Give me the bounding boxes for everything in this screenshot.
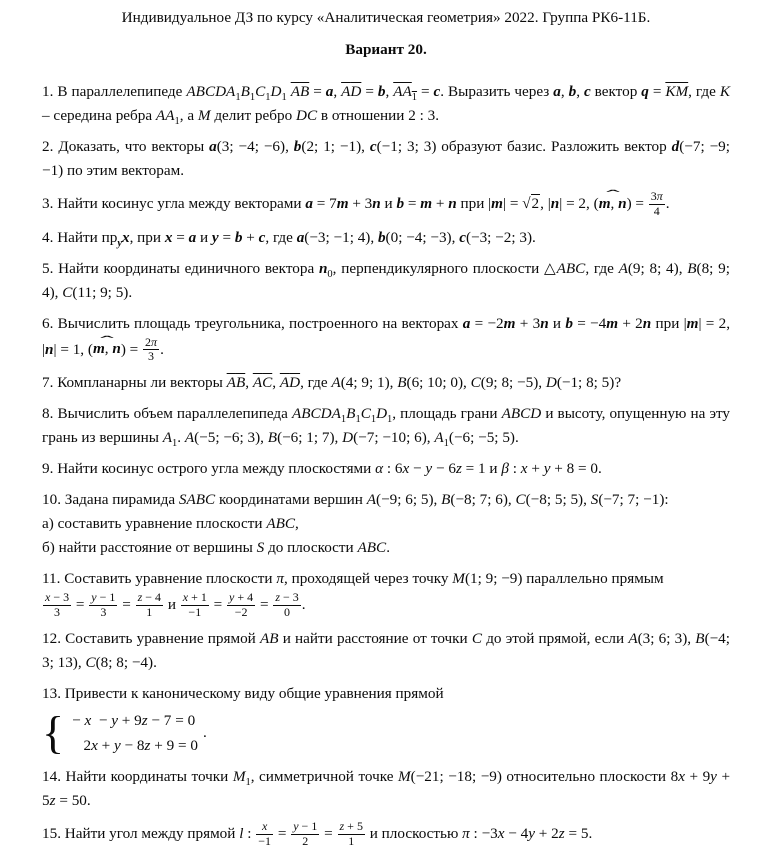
math-run: π: [276, 570, 284, 588]
overline-vector: [393, 83, 418, 103]
text-run: при |: [456, 194, 492, 212]
text-run: , площадь грани: [392, 405, 502, 423]
text-run: ) =: [626, 194, 648, 212]
text-run: Компланарны ли векторы: [57, 374, 227, 392]
angle-hat: [93, 337, 121, 361]
math-run: β: [501, 460, 509, 478]
math-run: M: [397, 767, 411, 785]
text-run: :: [383, 460, 395, 478]
math-run: A: [434, 429, 444, 447]
vector-symbol: c: [583, 83, 591, 100]
fraction: $\frac{x - 3}{3}$: [45, 590, 70, 619]
text-run: ) =: [120, 340, 143, 358]
problem-number: 8.: [42, 405, 54, 423]
overline-vector: AD: [341, 83, 362, 100]
text-run: Найти координаты единичного вектора: [58, 259, 319, 277]
vector-symbol: c: [459, 228, 466, 246]
subscript: 1: [174, 116, 180, 127]
text-run: +: [242, 228, 259, 246]
math-run: A: [618, 259, 628, 277]
text-run: =: [118, 595, 135, 613]
vector-symbol: x: [121, 228, 130, 246]
math-run: B: [397, 374, 407, 392]
text-run: Задана пирамида: [64, 491, 179, 509]
overline-vector: AB: [226, 374, 246, 392]
vector-symbol: b: [568, 83, 577, 100]
problem-number: 2.: [42, 138, 54, 155]
text-run: Составить уравнение плоскости: [64, 570, 277, 588]
vector-symbol: n: [318, 259, 328, 277]
subscript: 1: [370, 414, 377, 426]
text-run: .: [386, 539, 390, 557]
math-run: SABC: [178, 491, 216, 509]
text-run: (9; 8; −5),: [480, 374, 546, 392]
fraction: $\frac{3\pi}{4}$: [650, 189, 663, 218]
problem-3: [42, 190, 730, 219]
text-run: | = 1, (: [53, 340, 93, 358]
vector-symbol: m: [686, 314, 699, 332]
vector-symbol: b: [234, 228, 243, 246]
subscript: 1: [245, 776, 251, 788]
document-title: Индивидуальное ДЗ по курсу «Аналитическая геометрия» 2022. Группа РК6-11Б.: [121, 9, 651, 26]
text-run: , где: [265, 228, 297, 246]
text-run: ,: [295, 515, 299, 533]
problems-list: [42, 80, 730, 848]
vector-symbol: m: [336, 194, 349, 212]
vector-symbol: a: [553, 83, 561, 100]
text-run: , при: [129, 228, 165, 246]
text-run: Привести к каноническому виду общие уравнения прямой: [64, 684, 444, 702]
vector-symbol: m: [92, 340, 105, 358]
math-run: D: [342, 429, 354, 447]
text-run: (2; 1; −1),: [301, 138, 370, 155]
math-run: AA: [155, 107, 175, 124]
text-run: и: [196, 228, 212, 246]
vector-symbol: n: [372, 194, 381, 212]
text-run: б) найти расстояние от вершины: [42, 539, 257, 557]
overline-vector: KM: [665, 83, 689, 100]
fraction: $\frac{2\pi}{3}$: [145, 334, 158, 364]
vector-symbol: a: [188, 228, 197, 246]
problem-5: [42, 257, 730, 305]
text-run: (−1; 8; 5)?: [556, 374, 622, 392]
text-run: = −2: [470, 314, 504, 332]
variant-heading: Вариант 20.: [345, 41, 427, 58]
text-run: ,: [272, 374, 280, 392]
vector-symbol: m: [598, 194, 611, 212]
text-run: Вычислить площадь треугольника, построенного на векторах: [57, 314, 463, 332]
math-run: ABC: [266, 515, 296, 533]
problem-number: 10.: [42, 491, 61, 509]
text-run: =: [320, 824, 337, 842]
text-run: до этой прямой, если: [482, 629, 629, 647]
math-run: C: [85, 653, 96, 671]
vector-symbol: n: [618, 194, 627, 212]
problem-number: 11.: [42, 570, 61, 588]
problem-12: [42, 627, 730, 675]
vector-symbol: b: [396, 194, 405, 212]
vector-symbol: c: [433, 83, 441, 100]
math-run: 6x − y − 6z = 1: [394, 460, 486, 478]
math-run: C: [471, 629, 483, 647]
math-run: M: [452, 570, 465, 588]
text-run: , симметричной точке: [250, 767, 398, 785]
vector-symbol: d: [671, 138, 680, 155]
overline-vector: AB: [290, 83, 310, 100]
text-run: (−8; 7; 6),: [450, 491, 516, 509]
text-run: (1; 9; −9) параллельно прямым: [464, 570, 664, 588]
text-run: :: [469, 824, 482, 842]
math-run: S: [256, 539, 265, 557]
text-run: (−7; −9; −1) по этим векторам.: [42, 138, 730, 179]
text-run: =: [209, 595, 227, 613]
text-run: в отношении 2 : 3.: [317, 107, 440, 124]
text-run: ,: [385, 83, 394, 100]
fraction: $\frac{z - 4}{1}$: [137, 590, 162, 619]
vector-symbol: n: [45, 340, 54, 358]
vector-symbol: n: [112, 340, 121, 358]
text-run: и: [164, 595, 180, 613]
text-run: Найти косинус острого угла между плоскостями: [57, 460, 376, 478]
problem-number: 9.: [42, 460, 54, 478]
problem-number: 4.: [42, 228, 54, 246]
text-run: (−21; −18; −9) относительно плоскости: [410, 767, 671, 785]
text-run: + 3: [515, 314, 541, 332]
problem-4: [42, 226, 730, 250]
math-run: M: [232, 767, 246, 785]
problem-number: 5.: [42, 259, 54, 277]
fraction: $\frac{y - 1}{3}$: [91, 590, 116, 619]
text-run: В параллелепипеде: [57, 83, 187, 100]
text-run: Найти угол между прямой: [64, 824, 240, 842]
math-run: l: [239, 824, 244, 842]
math-run: C: [255, 83, 266, 100]
text-run: Найти координаты точки: [65, 767, 233, 785]
problem-number: 7.: [42, 374, 54, 392]
text-run: и: [548, 314, 566, 332]
text-run: Составить уравнение прямой: [65, 629, 260, 647]
text-run: (−1; 3; 3) образуют базис. Разложить вектор: [376, 138, 672, 155]
vector-symbol: n: [550, 194, 560, 212]
text-run: . Выразить через: [440, 83, 554, 100]
vector-symbol: q: [641, 83, 649, 100]
subscript: 1: [249, 92, 256, 103]
vector-symbol: n: [540, 314, 549, 332]
math-run: ABCDA: [291, 405, 341, 423]
subscript: 1: [172, 438, 178, 450]
problem-15: [42, 820, 730, 849]
math-run: D: [270, 83, 282, 100]
subscript: 1: [443, 438, 449, 450]
math-run: D: [376, 405, 388, 423]
equation-system: [42, 709, 207, 758]
vector-symbol: y: [117, 237, 122, 249]
text-run: (8; 8; −4).: [95, 653, 157, 671]
math-run: K: [719, 83, 730, 100]
math-run: AA: [393, 83, 412, 100]
text-run: =: [648, 83, 666, 100]
math-run: A: [366, 491, 377, 509]
text-run: =: [256, 595, 273, 613]
text-run: (−6; −5; 5).: [448, 429, 519, 447]
text-run: (−8; 5; 5),: [525, 491, 591, 509]
math-run: x + y + 8 = 0: [520, 460, 598, 478]
text-run: +: [432, 194, 449, 212]
vector-symbol: a: [209, 138, 217, 155]
text-run: =: [218, 228, 235, 246]
text-run: (−7; −10; 6),: [353, 429, 435, 447]
overline-vector: AD: [279, 374, 301, 392]
text-run: (−4; 3; 13),: [42, 629, 730, 671]
text-run: , где: [688, 83, 720, 100]
vector-symbol: a: [305, 194, 313, 212]
square-root: √2: [522, 194, 540, 212]
vector-symbol: b: [377, 228, 386, 246]
vector-symbol: m: [503, 314, 516, 332]
text-run: :: [243, 824, 256, 842]
text-run: вектор: [590, 83, 642, 100]
text-run: , а: [179, 107, 198, 124]
problem-2: [42, 135, 730, 183]
problem-number: 13.: [42, 684, 61, 702]
text-run: ,: [560, 83, 569, 100]
subscript: 1: [235, 92, 241, 103]
vector-symbol: m: [420, 194, 433, 212]
problem-number: 6.: [42, 314, 54, 332]
text-run: (11; 9; 5).: [72, 283, 133, 301]
math-run: B: [346, 405, 356, 423]
subscript: 1: [281, 92, 287, 103]
vector-symbol: a: [462, 314, 471, 332]
text-run: = 7: [312, 194, 337, 212]
text-run: и: [380, 194, 397, 212]
text-run: .: [597, 460, 602, 478]
fraction: $\frac{y + 4}{-2}$: [229, 590, 254, 619]
text-run: (−9; 6; 5),: [376, 491, 442, 509]
text-run: .: [177, 429, 185, 447]
overline-vector: AC: [252, 374, 273, 392]
subscript: 1: [387, 414, 393, 426]
vector-symbol: b: [377, 83, 386, 100]
text-run: , где: [585, 259, 619, 277]
problem-14: [42, 765, 730, 813]
math-run: C: [470, 374, 481, 392]
text-run: , проходящей через точку: [283, 570, 453, 588]
text-run: ,: [576, 83, 584, 100]
text-run: Доказать, что векторы: [58, 138, 210, 155]
angle-hat: [599, 192, 627, 216]
problem-11: [42, 567, 730, 620]
text-run: =: [72, 595, 89, 613]
text-run: =: [417, 83, 434, 100]
text-run: =: [309, 83, 326, 100]
text-run: ,: [333, 83, 342, 100]
vector-symbol: m: [491, 194, 503, 212]
system-brace: {: [42, 707, 65, 759]
vector-symbol: b: [565, 314, 573, 332]
text-run: (3; −4; −6),: [216, 138, 294, 155]
text-run: + 2: [618, 314, 643, 332]
math-run: A: [184, 429, 195, 447]
text-run: | = 2, (: [559, 194, 599, 212]
text-run: Найти косинус угла между векторами: [57, 194, 306, 212]
vector-symbol: b: [293, 138, 302, 155]
text-run: Вычислить объем параллелепипеда: [57, 405, 292, 423]
vector-symbol: m: [606, 314, 619, 332]
subscript: 1: [340, 414, 347, 426]
text-run: Найти пр: [57, 228, 118, 246]
text-run: (3; 6; 3),: [637, 629, 696, 647]
fraction: $\frac{y - 1}{2}$: [293, 818, 318, 848]
text-run: (6; 10; 0),: [406, 374, 471, 392]
problem-1: [42, 80, 730, 128]
subscript: 1: [411, 92, 418, 103]
math-run: A: [331, 374, 341, 392]
text-run: и: [485, 460, 502, 478]
math-run: M: [197, 107, 211, 124]
math-run: α: [375, 460, 384, 478]
fraction: $\frac{z + 5}{1}$: [339, 818, 363, 848]
math-run: ABCDA: [186, 83, 236, 100]
text-run: и плоскостью: [365, 824, 463, 842]
fraction: $\frac{x + 1}{-1}$: [182, 590, 207, 619]
math-run: C: [515, 491, 526, 509]
problem-number: 14.: [42, 767, 61, 785]
problem-10: [42, 488, 730, 560]
problem-9: [42, 457, 730, 481]
vector-symbol: c: [258, 228, 266, 246]
text-run: (−6; 1; 7),: [277, 429, 343, 447]
text-run: – середина ребра: [42, 107, 156, 124]
math-run: B: [695, 629, 705, 647]
text-run: :: [508, 460, 521, 478]
math-run: −3x − 4y + 2z = 5: [481, 824, 589, 842]
text-run: | = 2, |: [42, 314, 731, 358]
problem-number: 1.: [42, 83, 54, 100]
subscript: 0: [327, 268, 333, 280]
text-run: и высоту, опущенную на эту грань из вершины: [42, 405, 730, 447]
math-run: D: [545, 374, 557, 392]
text-run: =: [172, 228, 189, 246]
problem-6: [42, 312, 730, 365]
problem-7: [42, 371, 730, 395]
fraction: $\frac{x}{-1}$: [258, 818, 272, 848]
math-run: ABCD: [501, 405, 542, 423]
text-run: (9; 8; 4),: [627, 259, 688, 277]
text-run: (4; 9; 1),: [340, 374, 398, 392]
vector-symbol: y: [211, 228, 219, 246]
text-run: (−3; −2; 3).: [465, 228, 536, 246]
math-run: B: [267, 429, 278, 447]
text-run: координатами вершин: [215, 491, 367, 509]
math-run: AB: [259, 629, 279, 647]
vector-symbol: a: [296, 228, 305, 246]
text-run: , где: [300, 374, 332, 392]
problem-number: 15.: [42, 824, 61, 842]
vector-symbol: n: [642, 314, 652, 332]
text-run: , перпендикулярного плоскости △: [332, 259, 557, 277]
text-run: .: [86, 791, 91, 809]
fraction: $\frac{z - 3}{0}$: [275, 590, 299, 619]
vector-symbol: x: [164, 228, 173, 246]
math-run: DC: [295, 107, 318, 124]
subscript: 1: [265, 92, 271, 103]
vector-symbol: c: [369, 138, 377, 155]
text-run: + 3: [348, 194, 373, 212]
math-run: π: [462, 824, 470, 842]
subscript: 1: [355, 414, 361, 426]
text-run: при |: [651, 314, 687, 332]
text-run: (−5; −6; 3),: [194, 429, 268, 447]
text-run: ,: [104, 340, 113, 358]
math-run: B: [240, 83, 250, 100]
problem-number: 12.: [42, 629, 61, 647]
math-run: ABC: [556, 259, 586, 277]
text-run: =: [274, 824, 291, 842]
text-run: .: [301, 595, 306, 613]
math-run: B: [441, 491, 451, 509]
math-run: C: [360, 405, 371, 423]
text-run: (−3; −1; 4),: [304, 228, 378, 246]
math-run: A: [628, 629, 638, 647]
vector-symbol: a: [325, 83, 334, 100]
text-run: = −4: [572, 314, 607, 332]
text-run: (0; −4; −3),: [385, 228, 460, 246]
vector-symbol: n: [448, 194, 457, 212]
text-run: а) составить уравнение плоскости: [42, 515, 267, 533]
problem-number: 3.: [42, 194, 54, 212]
problem-13: [42, 682, 730, 758]
system-equation: − x − y + 9z − 7 = 0: [72, 711, 196, 729]
text-run: делит ребро: [210, 107, 296, 124]
text-run: =: [404, 194, 421, 212]
system-equation: 2x + y − 8z + 9 = 0: [83, 736, 198, 754]
text-run: до плоскости: [264, 539, 358, 557]
text-run: ,: [610, 194, 619, 212]
text-run: , |: [540, 194, 551, 212]
text-run: ,: [245, 374, 253, 392]
text-run: .: [665, 194, 670, 212]
math-run: A: [162, 429, 172, 447]
problem-8: [42, 402, 730, 450]
text-run: .: [588, 824, 593, 842]
math-run: B: [687, 259, 697, 277]
math-run: 8x + 9y + 5z = 50: [42, 767, 731, 809]
text-run: =: [361, 83, 378, 100]
text-run: и найти расстояние от точки: [278, 629, 472, 647]
math-run: C: [62, 283, 73, 301]
text-run: (−7; 7; −1):: [598, 491, 669, 509]
math-run: S: [590, 491, 599, 509]
text-run: | =: [503, 194, 523, 212]
math-run: ABC: [357, 539, 387, 557]
text-run: .: [160, 340, 164, 358]
system-period: .: [202, 724, 207, 742]
text-run: (8; 9; 4),: [42, 259, 730, 301]
